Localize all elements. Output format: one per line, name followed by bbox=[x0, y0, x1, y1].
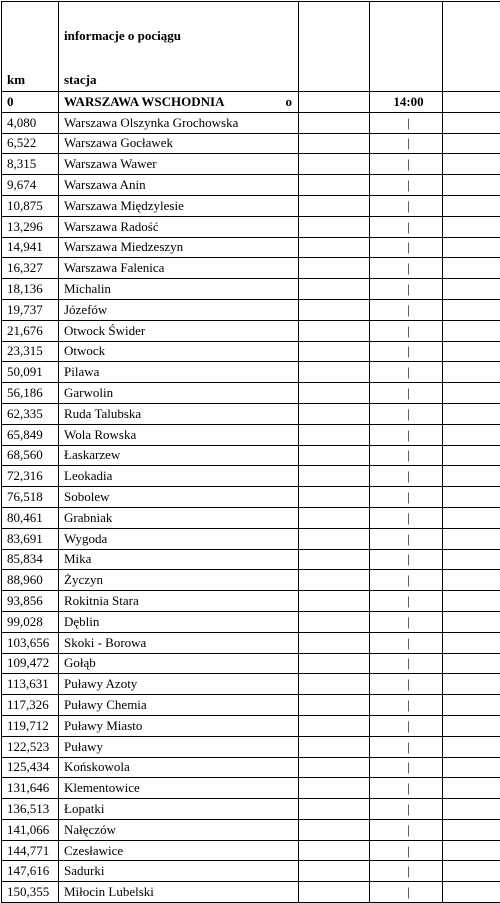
station-cell bbox=[59, 154, 299, 175]
time-cell: | bbox=[370, 175, 443, 196]
empty-cell bbox=[443, 112, 500, 133]
station-name: Czesławice bbox=[64, 842, 123, 860]
time-cell: | bbox=[370, 757, 443, 778]
empty-cell bbox=[443, 549, 500, 570]
km-cell: 122,523 bbox=[2, 736, 59, 757]
km-cell: 13,296 bbox=[2, 216, 59, 237]
header-row bbox=[2, 2, 500, 92]
station-name: Sadurki bbox=[64, 862, 104, 880]
empty-cell bbox=[443, 320, 500, 341]
timetable-row bbox=[2, 611, 500, 632]
time-cell: | bbox=[370, 403, 443, 424]
station-cell bbox=[59, 133, 299, 154]
empty-cell bbox=[443, 154, 500, 175]
station-name: Warszawa Międzylesie bbox=[64, 197, 184, 215]
empty-cell bbox=[443, 674, 500, 695]
station-cell bbox=[59, 736, 299, 757]
km-cell: 80,461 bbox=[2, 507, 59, 528]
empty-cell bbox=[443, 403, 500, 424]
station-name: Skoki - Borowa bbox=[64, 634, 146, 652]
empty-cell bbox=[299, 695, 370, 716]
empty-cell bbox=[299, 861, 370, 882]
time-cell: | bbox=[370, 528, 443, 549]
station-cell bbox=[59, 195, 299, 216]
empty-cell bbox=[443, 757, 500, 778]
station-name: Rokitnia Stara bbox=[64, 592, 139, 610]
empty-cell bbox=[299, 175, 370, 196]
km-cell: 50,091 bbox=[2, 362, 59, 383]
timetable-row bbox=[2, 778, 500, 799]
timetable-row bbox=[2, 92, 500, 113]
empty-cell bbox=[443, 279, 500, 300]
empty-cell bbox=[299, 424, 370, 445]
time-cell: | bbox=[370, 195, 443, 216]
km-header-label: km bbox=[7, 72, 25, 87]
time-cell: | bbox=[370, 632, 443, 653]
km-cell: 19,737 bbox=[2, 299, 59, 320]
timetable-row bbox=[2, 528, 500, 549]
time-cell: | bbox=[370, 466, 443, 487]
empty-cell bbox=[443, 861, 500, 882]
time-cell: | bbox=[370, 154, 443, 175]
empty-cell bbox=[443, 507, 500, 528]
station-cell bbox=[59, 840, 299, 861]
timetable-row bbox=[2, 757, 500, 778]
empty-cell bbox=[299, 320, 370, 341]
empty-cell bbox=[443, 819, 500, 840]
empty-cell bbox=[299, 341, 370, 362]
time-cell: | bbox=[370, 216, 443, 237]
timetable-row bbox=[2, 799, 500, 820]
timetable-row bbox=[2, 133, 500, 154]
empty-cell bbox=[443, 611, 500, 632]
timetable-row bbox=[2, 216, 500, 237]
station-cell bbox=[59, 299, 299, 320]
empty-cell bbox=[443, 736, 500, 757]
station-name: Puławy Chemia bbox=[64, 696, 147, 714]
timetable-row bbox=[2, 195, 500, 216]
km-cell: 0 bbox=[2, 92, 59, 113]
km-cell: 93,856 bbox=[2, 591, 59, 612]
time-cell: | bbox=[370, 112, 443, 133]
timetable-row bbox=[2, 819, 500, 840]
time-cell: | bbox=[370, 507, 443, 528]
station-name: Końskowola bbox=[64, 758, 130, 776]
station-flag: o bbox=[286, 93, 299, 111]
station-header-label: stacja bbox=[64, 71, 97, 89]
km-cell: 147,616 bbox=[2, 861, 59, 882]
km-cell: 10,875 bbox=[2, 195, 59, 216]
station-cell bbox=[59, 341, 299, 362]
timetable bbox=[1, 1, 500, 903]
station-cell bbox=[59, 591, 299, 612]
timetable-row bbox=[2, 341, 500, 362]
empty-cell bbox=[443, 632, 500, 653]
km-cell: 131,646 bbox=[2, 778, 59, 799]
timetable-row bbox=[2, 383, 500, 404]
empty-cell bbox=[443, 258, 500, 279]
station-cell bbox=[59, 674, 299, 695]
empty-cell bbox=[299, 195, 370, 216]
empty-cell bbox=[299, 466, 370, 487]
station-name: Leokadia bbox=[64, 467, 112, 485]
timetable-row bbox=[2, 362, 500, 383]
km-cell: 113,631 bbox=[2, 674, 59, 695]
station-name: Warszawa Gocławek bbox=[64, 134, 173, 152]
timetable-row bbox=[2, 591, 500, 612]
empty-cell bbox=[443, 237, 500, 258]
empty-cell bbox=[443, 528, 500, 549]
km-cell: 117,326 bbox=[2, 695, 59, 716]
timetable-row bbox=[2, 736, 500, 757]
station-cell bbox=[59, 653, 299, 674]
station-name: Warszawa Miedzeszyn bbox=[64, 238, 183, 256]
station-name: Wola Rowska bbox=[64, 426, 136, 444]
time-cell: | bbox=[370, 861, 443, 882]
station-cell bbox=[59, 424, 299, 445]
km-cell: 85,834 bbox=[2, 549, 59, 570]
station-cell bbox=[59, 237, 299, 258]
empty-cell bbox=[443, 445, 500, 466]
km-cell: 125,434 bbox=[2, 757, 59, 778]
station-cell bbox=[59, 549, 299, 570]
time-cell: | bbox=[370, 882, 443, 903]
empty-cell bbox=[443, 487, 500, 508]
km-cell: 136,513 bbox=[2, 799, 59, 820]
km-cell: 18,136 bbox=[2, 279, 59, 300]
station-cell bbox=[59, 799, 299, 820]
station-name: Puławy Miasto bbox=[64, 717, 142, 735]
station-cell bbox=[59, 695, 299, 716]
timetable-row bbox=[2, 507, 500, 528]
timetable-row bbox=[2, 154, 500, 175]
empty-cell bbox=[299, 237, 370, 258]
station-name: Józefów bbox=[64, 301, 107, 319]
station-cell bbox=[59, 403, 299, 424]
timetable-body bbox=[2, 2, 500, 903]
km-cell: 144,771 bbox=[2, 840, 59, 861]
empty-cell bbox=[443, 715, 500, 736]
station-name: Grabniak bbox=[64, 509, 112, 527]
time-cell: | bbox=[370, 549, 443, 570]
empty-cell bbox=[443, 695, 500, 716]
time-cell: | bbox=[370, 320, 443, 341]
station-name: Dęblin bbox=[64, 613, 99, 631]
station-cell bbox=[59, 715, 299, 736]
empty-cell bbox=[299, 528, 370, 549]
empty-cell bbox=[299, 383, 370, 404]
km-cell: 62,335 bbox=[2, 403, 59, 424]
timetable-row bbox=[2, 570, 500, 591]
timetable-row bbox=[2, 403, 500, 424]
timetable-row bbox=[2, 445, 500, 466]
timetable-row bbox=[2, 175, 500, 196]
empty-cell bbox=[299, 799, 370, 820]
km-cell: 141,066 bbox=[2, 819, 59, 840]
station-name: Michalin bbox=[64, 280, 111, 298]
station-name: Klementowice bbox=[64, 779, 140, 797]
time-cell: | bbox=[370, 487, 443, 508]
station-name: Sobolew bbox=[64, 488, 110, 506]
empty-cell bbox=[299, 674, 370, 695]
empty-cell bbox=[299, 216, 370, 237]
station-name: Pilawa bbox=[64, 363, 99, 381]
empty-cell bbox=[299, 819, 370, 840]
time-cell: | bbox=[370, 799, 443, 820]
km-cell: 65,849 bbox=[2, 424, 59, 445]
km-cell: 83,691 bbox=[2, 528, 59, 549]
empty-cell bbox=[299, 632, 370, 653]
empty-cell bbox=[299, 757, 370, 778]
timetable-row bbox=[2, 861, 500, 882]
empty-cell bbox=[299, 570, 370, 591]
empty-cell bbox=[443, 341, 500, 362]
station-name: Warszawa Olszynka Grochowska bbox=[64, 114, 238, 132]
empty-cell bbox=[299, 403, 370, 424]
station-cell bbox=[59, 528, 299, 549]
station-cell bbox=[59, 611, 299, 632]
empty-cell bbox=[299, 258, 370, 279]
station-cell bbox=[59, 258, 299, 279]
empty-cell bbox=[299, 299, 370, 320]
km-cell: 99,028 bbox=[2, 611, 59, 632]
empty-cell bbox=[443, 882, 500, 903]
timetable-row bbox=[2, 320, 500, 341]
time-cell: | bbox=[370, 674, 443, 695]
km-cell: 21,676 bbox=[2, 320, 59, 341]
station-header bbox=[59, 2, 299, 92]
time-cell: | bbox=[370, 383, 443, 404]
station-name: Życzyn bbox=[64, 571, 103, 589]
station-cell bbox=[59, 92, 299, 113]
empty-cell bbox=[443, 799, 500, 820]
station-cell bbox=[59, 757, 299, 778]
empty-cell bbox=[299, 362, 370, 383]
timetable-row bbox=[2, 882, 500, 903]
empty-cell bbox=[299, 591, 370, 612]
empty-cell bbox=[443, 195, 500, 216]
time-cell: | bbox=[370, 591, 443, 612]
time-cell: | bbox=[370, 778, 443, 799]
km-cell: 16,327 bbox=[2, 258, 59, 279]
station-name: Puławy bbox=[64, 738, 103, 756]
empty-cell bbox=[299, 882, 370, 903]
station-name: Ruda Talubska bbox=[64, 405, 141, 423]
station-cell bbox=[59, 632, 299, 653]
km-cell: 4,080 bbox=[2, 112, 59, 133]
time-cell: | bbox=[370, 258, 443, 279]
station-cell bbox=[59, 445, 299, 466]
timetable-row bbox=[2, 279, 500, 300]
empty-cell bbox=[299, 133, 370, 154]
time-cell: | bbox=[370, 653, 443, 674]
empty-cell bbox=[443, 383, 500, 404]
km-cell: 14,941 bbox=[2, 237, 59, 258]
station-name: Garwolin bbox=[64, 384, 113, 402]
km-cell: 6,522 bbox=[2, 133, 59, 154]
station-cell bbox=[59, 112, 299, 133]
km-cell: 68,560 bbox=[2, 445, 59, 466]
empty-cell bbox=[299, 279, 370, 300]
empty-header-cell bbox=[299, 2, 370, 92]
station-cell bbox=[59, 819, 299, 840]
timetable-row bbox=[2, 715, 500, 736]
timetable-row bbox=[2, 653, 500, 674]
timetable-row bbox=[2, 674, 500, 695]
time-cell: | bbox=[370, 570, 443, 591]
km-cell: 76,518 bbox=[2, 487, 59, 508]
empty-cell bbox=[299, 611, 370, 632]
time-cell: 14:00 bbox=[370, 92, 443, 113]
station-cell bbox=[59, 383, 299, 404]
empty-cell bbox=[443, 653, 500, 674]
time-header-cell bbox=[370, 2, 443, 92]
empty-cell bbox=[299, 715, 370, 736]
station-name: WARSZAWA WSCHODNIA bbox=[64, 93, 225, 111]
km-cell: 150,355 bbox=[2, 882, 59, 903]
station-cell bbox=[59, 466, 299, 487]
timetable-row bbox=[2, 487, 500, 508]
empty-cell bbox=[299, 112, 370, 133]
empty-cell bbox=[443, 778, 500, 799]
time-cell: | bbox=[370, 819, 443, 840]
empty-cell bbox=[299, 507, 370, 528]
station-name: Wygoda bbox=[64, 530, 107, 548]
station-cell bbox=[59, 570, 299, 591]
empty-cell bbox=[443, 570, 500, 591]
empty-cell bbox=[443, 299, 500, 320]
station-name: Puławy Azoty bbox=[64, 675, 137, 693]
time-cell: | bbox=[370, 279, 443, 300]
station-name: Gołąb bbox=[64, 654, 96, 672]
timetable-row bbox=[2, 632, 500, 653]
time-cell: | bbox=[370, 299, 443, 320]
station-name: Otwock Świder bbox=[64, 322, 145, 340]
km-cell: 109,472 bbox=[2, 653, 59, 674]
timetable-row bbox=[2, 695, 500, 716]
time-cell: | bbox=[370, 341, 443, 362]
timetable-row bbox=[2, 840, 500, 861]
empty-cell bbox=[443, 424, 500, 445]
station-name: Łopatki bbox=[64, 800, 104, 818]
empty-cell bbox=[299, 487, 370, 508]
station-cell bbox=[59, 778, 299, 799]
km-cell: 72,316 bbox=[2, 466, 59, 487]
timetable-row bbox=[2, 466, 500, 487]
station-name: Łaskarzew bbox=[64, 446, 120, 464]
station-name: Warszawa Anin bbox=[64, 176, 146, 194]
train-info-header-label: informacje o pociągu bbox=[64, 27, 181, 45]
station-cell bbox=[59, 487, 299, 508]
time-cell: | bbox=[370, 695, 443, 716]
time-cell: | bbox=[370, 715, 443, 736]
empty-cell bbox=[299, 840, 370, 861]
station-cell bbox=[59, 216, 299, 237]
time-cell: | bbox=[370, 237, 443, 258]
empty-cell bbox=[443, 175, 500, 196]
station-name: Warszawa Falenica bbox=[64, 259, 164, 277]
empty-cell bbox=[299, 154, 370, 175]
empty-cell bbox=[443, 133, 500, 154]
station-name: Nałęczów bbox=[64, 821, 116, 839]
station-cell bbox=[59, 882, 299, 903]
empty-cell bbox=[299, 549, 370, 570]
station-cell bbox=[59, 507, 299, 528]
km-cell: 8,315 bbox=[2, 154, 59, 175]
station-cell bbox=[59, 175, 299, 196]
km-cell: 23,315 bbox=[2, 341, 59, 362]
empty-cell bbox=[443, 216, 500, 237]
empty-cell bbox=[299, 445, 370, 466]
station-name: Mika bbox=[64, 550, 91, 568]
station-name: Warszawa Wawer bbox=[64, 155, 157, 173]
km-cell: 9,674 bbox=[2, 175, 59, 196]
time-cell: | bbox=[370, 736, 443, 757]
time-cell: | bbox=[370, 424, 443, 445]
km-header bbox=[2, 2, 59, 92]
empty-cell bbox=[443, 92, 500, 113]
station-cell bbox=[59, 861, 299, 882]
empty-cell bbox=[443, 591, 500, 612]
timetable-row bbox=[2, 258, 500, 279]
time-cell: | bbox=[370, 611, 443, 632]
station-cell bbox=[59, 320, 299, 341]
timetable-row bbox=[2, 299, 500, 320]
timetable-row bbox=[2, 549, 500, 570]
time-cell: | bbox=[370, 362, 443, 383]
station-name: Miłocin Lubelski bbox=[64, 883, 154, 901]
timetable-row bbox=[2, 424, 500, 445]
empty-cell bbox=[443, 362, 500, 383]
empty-cell bbox=[443, 840, 500, 861]
empty-cell bbox=[443, 466, 500, 487]
km-cell: 119,712 bbox=[2, 715, 59, 736]
time-cell: | bbox=[370, 445, 443, 466]
empty-cell bbox=[299, 653, 370, 674]
timetable-row bbox=[2, 112, 500, 133]
time-cell: | bbox=[370, 840, 443, 861]
km-cell: 103,656 bbox=[2, 632, 59, 653]
empty-cell bbox=[299, 736, 370, 757]
station-cell bbox=[59, 279, 299, 300]
empty-cell bbox=[299, 92, 370, 113]
time-cell: | bbox=[370, 133, 443, 154]
km-cell: 56,186 bbox=[2, 383, 59, 404]
empty-cell bbox=[299, 778, 370, 799]
timetable-row bbox=[2, 237, 500, 258]
empty-header-cell bbox=[443, 2, 500, 92]
station-name: Warszawa Radość bbox=[64, 218, 159, 236]
km-cell: 88,960 bbox=[2, 570, 59, 591]
station-name: Otwock bbox=[64, 342, 105, 360]
station-cell bbox=[59, 362, 299, 383]
